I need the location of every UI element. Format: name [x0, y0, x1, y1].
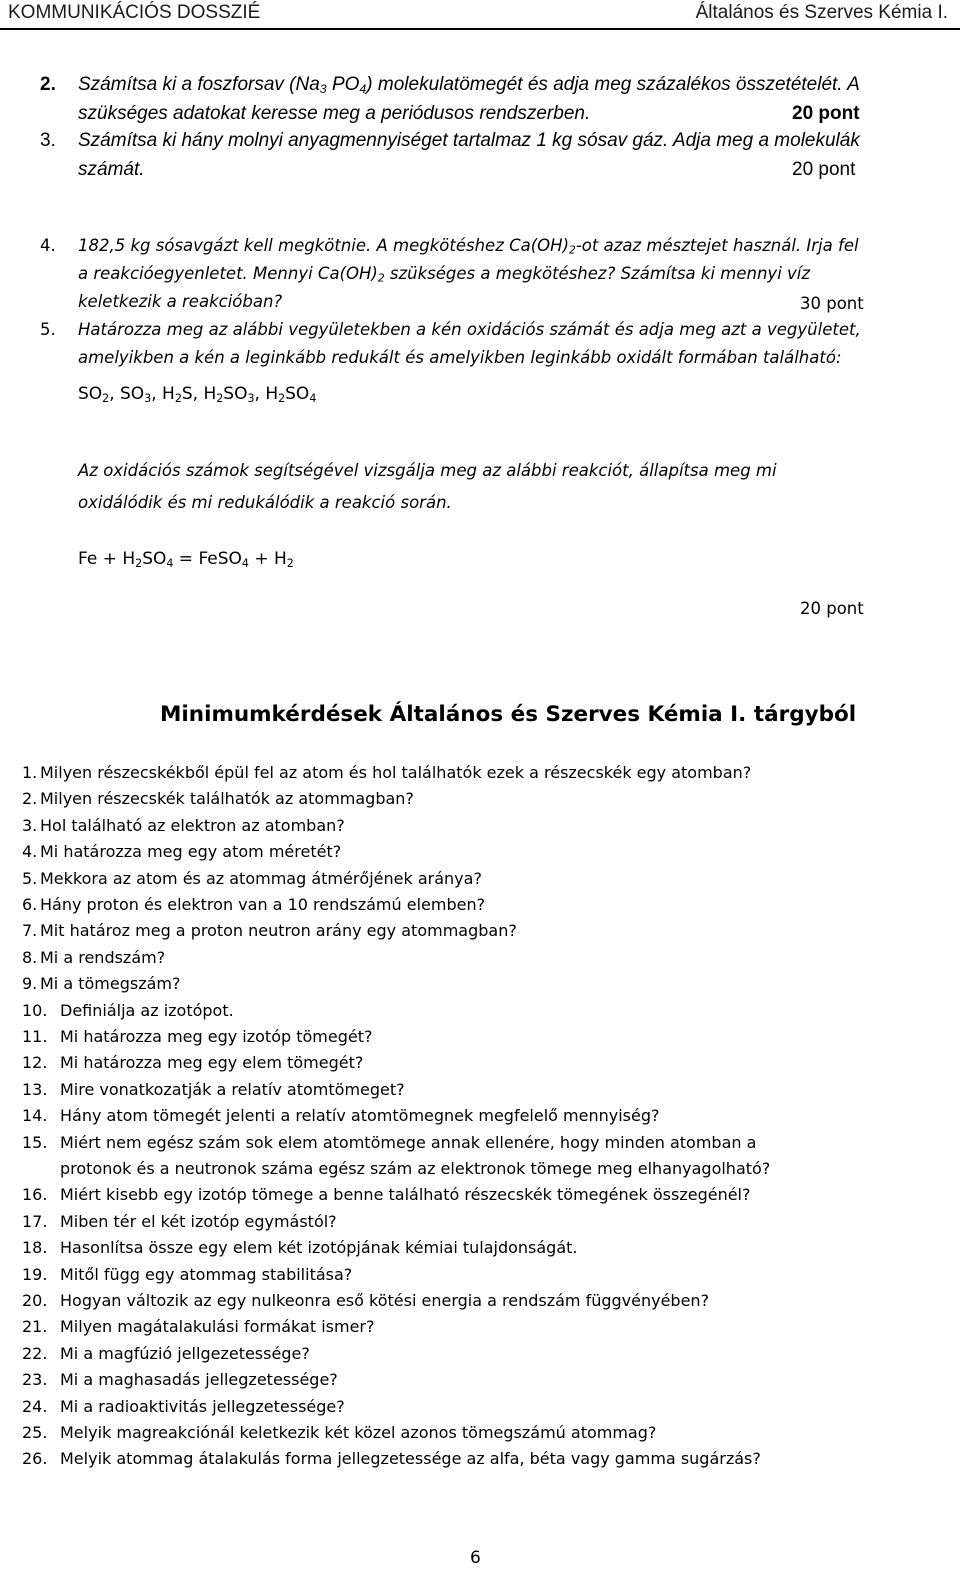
question-number: 7.	[22, 921, 38, 941]
list-item	[22, 787, 414, 811]
question-text: Milyen részecskék találhatók az atommagban?	[40, 789, 414, 809]
question-text: Mekkora az atom és az atommag átmérőjének aránya?	[40, 868, 482, 888]
question-text: Hol található az elektron az atomban?	[40, 815, 345, 835]
section-title: Minimumkérdések Általános és Szerves Kémia I. tárgyból	[160, 702, 857, 727]
task-3-line-2: számát.	[78, 159, 145, 180]
question-number: 5.	[22, 868, 38, 888]
list-item	[22, 1104, 660, 1128]
list-item	[22, 999, 234, 1023]
question-text: Hány proton és elektron van a 10 rendszámú elemben?	[40, 895, 486, 914]
list-item	[22, 1263, 352, 1287]
question-text: Mitől függ egy atommag stabilitása?	[60, 1264, 353, 1284]
question-number: 19.	[22, 1264, 48, 1284]
question-number: 17.	[22, 1211, 48, 1231]
question-number: 24.	[22, 1396, 48, 1416]
task-5-equation: $Fe + H_2SO_4$ = FeSO$_4$ + $H_2$	[78, 549, 294, 570]
task-5-paragraph-line-2: oxidálódik és mi redukálódik a reakció során.	[78, 493, 452, 512]
question-text: Melyik atommag átalakulás forma jellegzetessége az alfa, béta vagy gamma sugárzás?	[60, 1449, 761, 1469]
list-item	[22, 1078, 405, 1102]
task-4-line-1: 4. 182,5 kg sósavgázt kell megkötnie. A megkötéshez $Ca(OH)_2-ot$ azaz mésztejet használ. Irja fel	[40, 233, 859, 259]
task-4-line-3: keletkezik a reakcióban?	[78, 292, 283, 311]
question-number: 26.	[22, 1449, 48, 1469]
question-number: 18.	[22, 1238, 48, 1258]
question-number: 21.	[22, 1317, 48, 1337]
question-number: 15.	[22, 1132, 48, 1152]
question-number: 22.	[22, 1343, 48, 1363]
list-item	[22, 1421, 656, 1445]
task-5-line-2: amelyikben a kén a leginkább redukált és amelyikben leginkább oxidált formában található:	[78, 348, 842, 367]
list-item	[22, 1025, 372, 1049]
question-text: Hasonlítsa össze egy elem két izotópjának kémiai tulajdonságát.	[60, 1238, 578, 1258]
question-text-continuation: protonok és a neutronok száma egész szám az elektronok tömege meg elhanyagolható?	[60, 1159, 771, 1178]
task-5-number: 5.	[40, 320, 56, 339]
question-text: Melyik magreakciónál keletkezik két közel azonos tömegszámú atommag?	[60, 1423, 657, 1442]
question-text: Miért nem egész szám sok elem atomtömege annak ellenére, hogy minden atomban a	[60, 1132, 757, 1152]
question-text: Mi a rendszám?	[40, 947, 166, 967]
question-text: Mi határozza meg egy atom méretét?	[40, 842, 342, 862]
list-item	[22, 761, 751, 785]
question-number: 9.	[22, 974, 38, 994]
task-4-number: 4.	[40, 236, 56, 255]
task-2-number: 2.	[40, 74, 56, 95]
question-number: 14.	[22, 1106, 48, 1126]
page-number: 6	[470, 1548, 481, 1568]
question-text: Miben tér el két izotóp egymástól?	[60, 1211, 337, 1231]
question-number: 20.	[22, 1291, 48, 1310]
question-number: 2.	[22, 789, 38, 809]
header-right-title: Általános és Szerves Kémia I.	[695, 2, 948, 23]
list-item	[22, 919, 517, 943]
question-text: Mi határozza meg egy elem tömegét?	[60, 1053, 364, 1073]
question-text: Milyen magátalakulási formákat ismer?	[60, 1317, 375, 1337]
question-number: 11.	[22, 1027, 48, 1046]
list-item	[22, 1315, 374, 1339]
question-text: Mi a maghasadás jellegzetessége?	[60, 1370, 338, 1390]
question-number: 8.	[22, 947, 38, 967]
question-text: Definiálja az izotópot.	[60, 1000, 234, 1020]
question-number: 1.	[22, 763, 38, 782]
list-item	[22, 893, 485, 917]
question-number: 3.	[22, 815, 38, 835]
question-text: Milyen részecskékből épül fel az atom és hol találhatók ezek a részecskék egy atomban?	[40, 763, 752, 782]
header-left-title: KOMMUNIKÁCIÓS DOSSZIÉ	[8, 2, 261, 23]
task-5-formulas: $SO_2$, $SO_3$, $H_2S$, $H_2SO_3$, $H_2SO_4$	[78, 384, 317, 405]
list-item	[22, 1342, 310, 1366]
question-number: 4.	[22, 842, 38, 862]
list-item	[22, 972, 181, 996]
question-text: Hogyan változik az egy nulkeonra eső kötési energia a rendszám függvényében?	[60, 1291, 710, 1310]
question-text: Mi a radioaktivitás jellegzetessége?	[60, 1396, 345, 1416]
page-header	[0, 0, 960, 32]
question-text: Mi a magfúzió jellgezetessége?	[60, 1343, 310, 1363]
list-item	[22, 1210, 337, 1234]
question-text: Hány atom tömegét jelenti a relatív atomtömegnek megfelelő mennyiség?	[60, 1106, 660, 1126]
task-5-points: 20 pont	[800, 599, 864, 618]
list-item	[22, 840, 341, 864]
list-item	[22, 1051, 363, 1075]
task-5-line-1: 5. Határozza meg az alábbi vegyületekben a kén oxidációs számát és adja meg azt a vegyületet,	[40, 317, 861, 343]
question-number: 13.	[22, 1079, 48, 1099]
list-item	[22, 867, 482, 891]
question-text: Mi a tömegszám?	[40, 974, 181, 994]
list-item	[22, 1183, 750, 1207]
question-text: Mi határozza meg egy izotóp tömegét?	[60, 1027, 373, 1046]
question-number: 25.	[22, 1423, 48, 1442]
task-3-points: 20 pont	[792, 159, 856, 180]
task-4-line-2: a reakcióegyenletet. Mennyi $Ca(OH)_2$ szükséges a megkötéshez? Számítsa ki mennyi víz	[78, 264, 811, 285]
task-2-points: 20 pont	[792, 103, 860, 124]
list-item	[22, 1289, 709, 1313]
task-2-line-2: szükséges adatokat keresse meg a periódusos rendszerben.	[78, 103, 591, 124]
list-item	[22, 946, 165, 970]
list-item	[22, 814, 345, 838]
question-text: Miért kisebb egy izotóp tömege a benne található részecskék tömegének összegénél?	[60, 1185, 751, 1205]
question-number: 12.	[22, 1053, 48, 1073]
list-item	[22, 1368, 338, 1392]
task-2-line-1: 2. Számítsa ki a foszforsav ($Na_3$ $PO_4$) molekulatömegét és adja meg százalékos összetételét. A	[40, 74, 860, 97]
question-number: 10.	[22, 1000, 48, 1020]
task-3-number: 3.	[40, 130, 56, 151]
task-3-line-1: 3. Számítsa ki hány molnyi anyagmennyiséget tartalmaz 1 kg sósav gáz. Adja meg a molekulák	[40, 128, 860, 154]
list-item	[22, 1236, 578, 1260]
list-item	[22, 1447, 761, 1471]
header-rule	[0, 28, 960, 30]
list-item-continuation	[60, 1157, 770, 1181]
question-text: Mire vonatkozatják a relatív atomtömeget?	[60, 1079, 405, 1099]
question-number: 16.	[22, 1185, 48, 1205]
question-number: 23.	[22, 1370, 48, 1390]
task-5-paragraph-line-1: Az oxidációs számok segítségével vizsgálja meg az alábbi reakciót, állapítsa meg mi	[78, 461, 777, 480]
list-item	[22, 1395, 345, 1419]
question-text: Mit határoz meg a proton neutron arány egy atommagban?	[40, 921, 517, 941]
list-item	[22, 1131, 756, 1155]
question-number: 6.	[22, 895, 38, 914]
task-4-points: 30 pont	[800, 294, 864, 313]
